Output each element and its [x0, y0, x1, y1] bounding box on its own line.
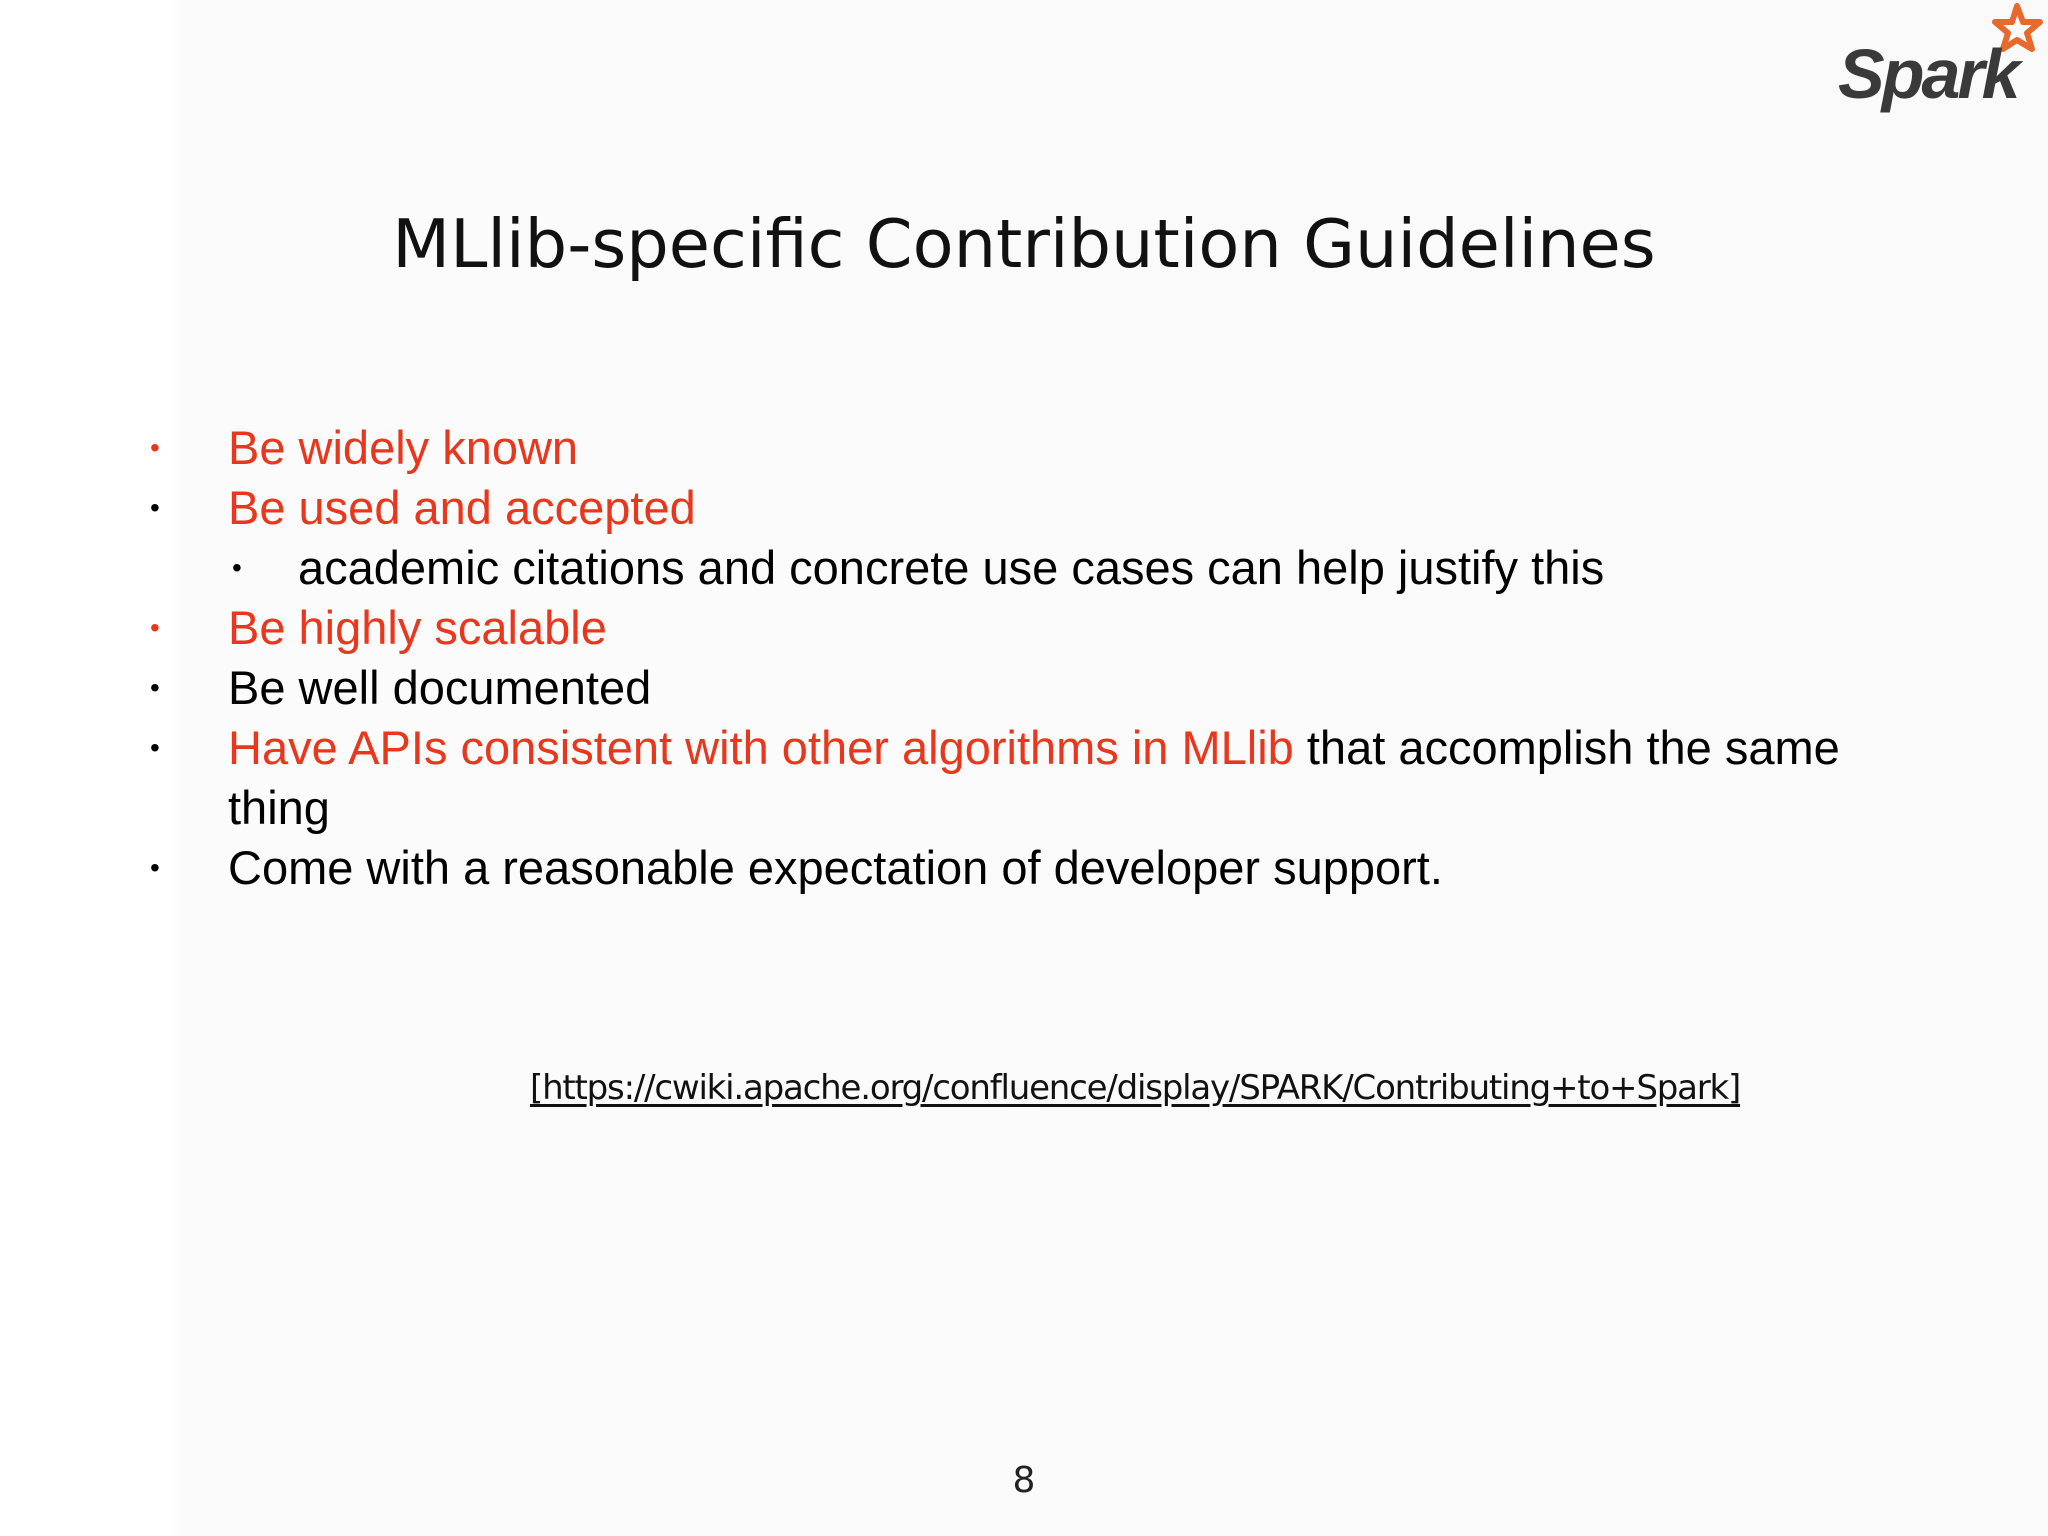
bullet-item: [150, 718, 1930, 838]
bullet-text: Come with a reasonable expectation of developer support.: [228, 841, 1443, 894]
bullet-item: [150, 838, 1930, 898]
source-link[interactable]: [https://cwiki.apache.org/confluence/display/SPARK/Contributing+to+Spark]: [530, 1068, 1741, 1108]
bullet-text: Be highly scalable: [228, 601, 607, 654]
bullet-dot: •: [150, 732, 160, 763]
bullet-text-rest: that accomplish the same thing: [228, 721, 1840, 834]
bullet-list: [150, 418, 1930, 898]
bullet-text: Be used and accepted: [228, 481, 696, 534]
bullet-item: [150, 478, 1930, 538]
bullet-dot: •: [150, 432, 160, 463]
bullet-text-highlight: Have APIs consistent with other algorithms in MLlib: [228, 721, 1294, 774]
bullet-item: [150, 658, 1930, 718]
bullet-dot: •: [232, 552, 242, 583]
sub-bullet-item: [150, 538, 1930, 598]
bullet-dot: •: [150, 612, 160, 643]
bullet-item: [150, 598, 1930, 658]
logo-wordmark: Spark: [1838, 35, 2018, 113]
bullet-item: [150, 418, 1930, 478]
bullet-dot: •: [150, 852, 160, 883]
bullet-text: Be widely known: [228, 421, 579, 474]
bullet-dot: •: [150, 492, 160, 523]
page-number: 8: [1012, 1460, 1036, 1501]
slide-title: MLlib-specific Contribution Guidelines: [392, 205, 1656, 283]
bullet-text: academic citations and concrete use cases can help justify this: [298, 541, 1605, 594]
bullet-text-mixed: [228, 718, 1888, 838]
bullet-text: Be well documented: [228, 661, 652, 714]
bullet-dot: •: [150, 672, 160, 703]
